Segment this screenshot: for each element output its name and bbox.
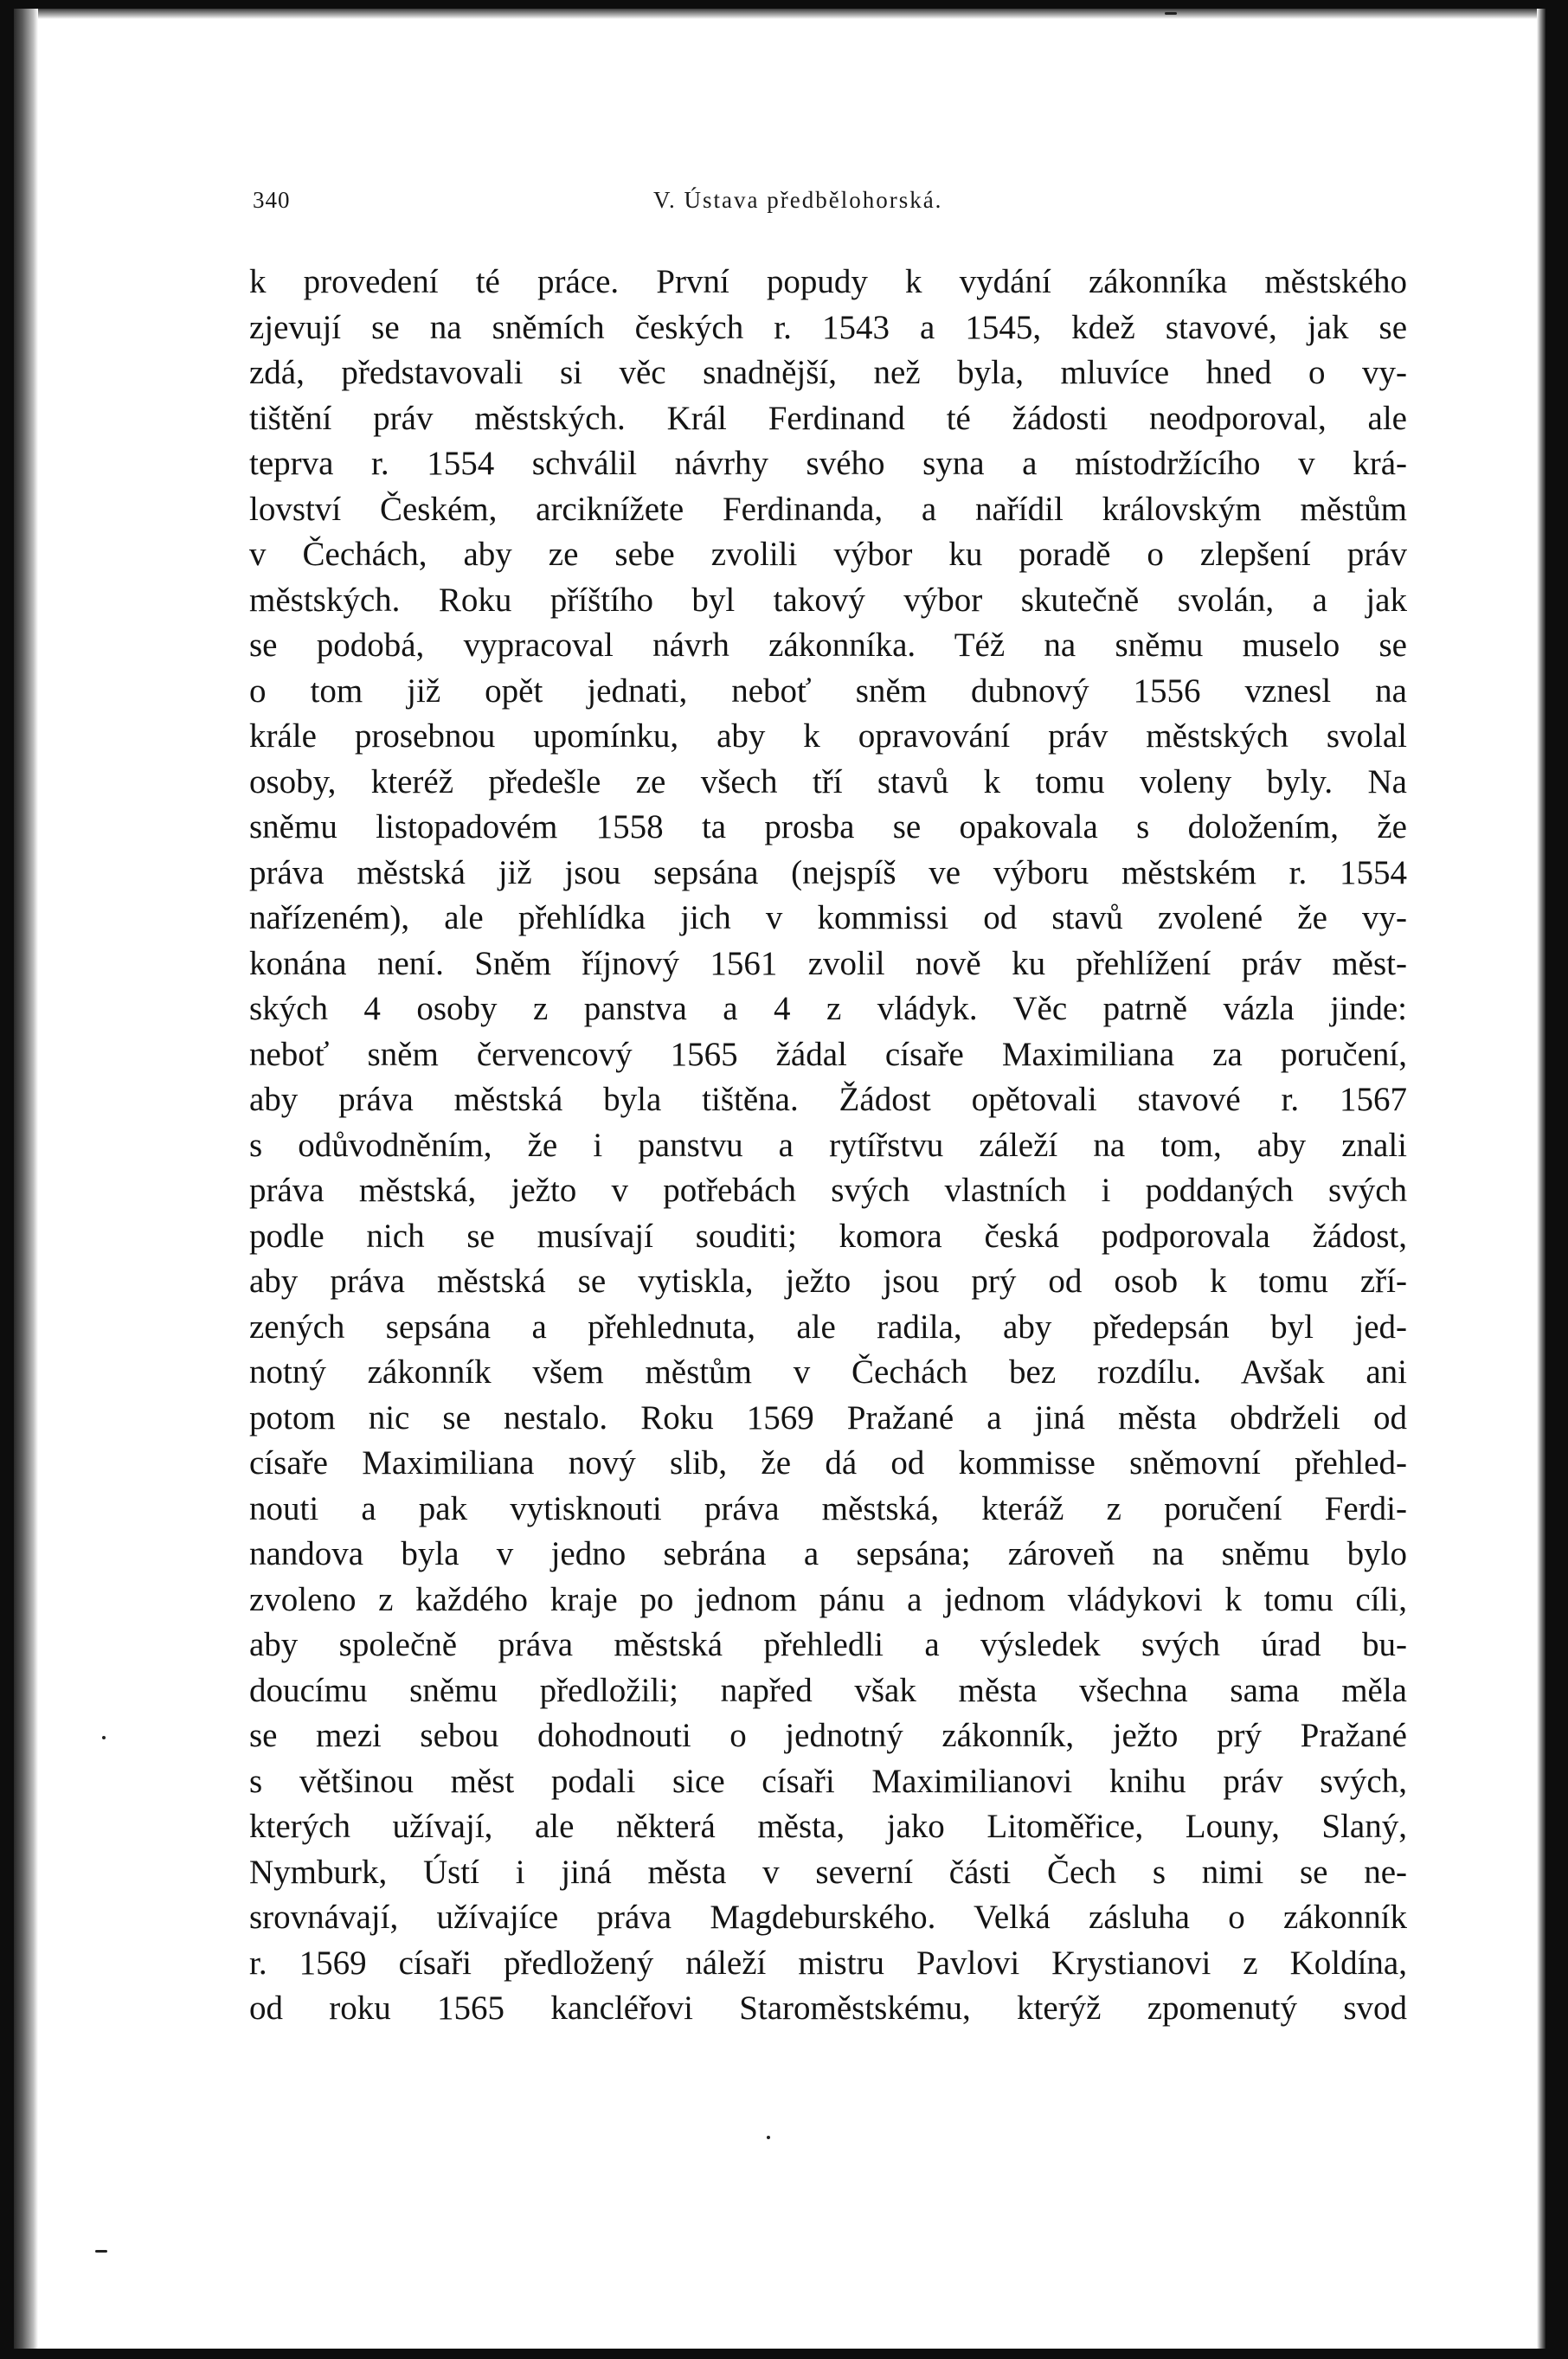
- running-head: V. Ústava předbělohorská.: [653, 187, 943, 213]
- text-line: potom nic se nestalo. Roku 1569 Pražané a jiná města obdrželi od: [249, 1398, 1407, 1437]
- scan-shadow-right: [1537, 9, 1546, 2349]
- text-line: aby společně práva městská přehledli a výsledek svých úrad bu-: [249, 1626, 1407, 1663]
- text-line: nouti a pak vytisknouti práva městská, kteráž z poručení Ferdi-: [249, 1489, 1407, 1527]
- text-line: zených sepsána a přehlednuta, ale radila, aby předepsán byl jed-: [249, 1308, 1407, 1346]
- text-line: práva městská, ježto v potřebách svých vlastních i poddaných svých: [249, 1172, 1407, 1209]
- text-line: r. 1569 císaři předložený náleží mistru Pavlovi Krystianovi z Koldína,: [249, 1944, 1407, 1982]
- scan-speck: [95, 2250, 107, 2253]
- text-line: ských 4 osoby z panstva a 4 z vládyk. Věc patrně vázla jinde:: [249, 990, 1407, 1027]
- scan-speck: [1165, 12, 1177, 15]
- text-line: nařízeném), ale přehlídka jich v kommissi od stavů zvolené že vy-: [249, 899, 1407, 936]
- text-line: neboť sněm červencový 1565 žádal císaře Maximiliana za poručení,: [249, 1035, 1407, 1073]
- text-line: kterých užívají, ale některá města, jako Litoměřice, Louny, Slaný,: [249, 1808, 1407, 1845]
- text-line: Nymburk, Ústí i jiná města v severní části Čech s nimi se ne-: [249, 1853, 1407, 1891]
- text-line: od roku 1565 kancléřovi Staroměstskému, kterýž zpomenutý svod: [249, 1989, 1407, 2027]
- text-line: o tom již opět jednati, neboť sněm dubnový 1556 vznesl na: [249, 672, 1407, 710]
- text-line: zdá, představovali si věc snadnější, než byla, mluvíce hned o vy-: [249, 354, 1407, 391]
- text-line: krále prosebnou upomínku, aby k opravování práv městských svolal: [249, 717, 1407, 755]
- text-line: s většinou měst podali sice císaři Maximilianovi knihu práv svých,: [249, 1762, 1407, 1800]
- page-number: 340: [253, 187, 291, 213]
- scan-shadow-top: [14, 9, 1546, 19]
- scan-shadow-left: [14, 9, 38, 2349]
- text-line: nandova byla v jedno sebrána a sepsána; zároveň na sněmu bylo: [249, 1535, 1407, 1572]
- text-line: v Čechách, aby ze sebe zvolili výbor ku poradě o zlepšení práv: [249, 536, 1407, 573]
- text-line: městských. Roku příštího byl takový výbor skutečně svolán, a jak: [249, 581, 1407, 619]
- page-header: [253, 187, 1404, 222]
- text-line: sněmu listopadovém 1558 ta prosba se opakovala s doložením, že: [249, 808, 1407, 845]
- text-line: aby práva městská se vytiskla, ježto jsou prý od osob k tomu zří-: [249, 1263, 1407, 1300]
- text-line: notný zákonník všem městům v Čechách bez rozdílu. Avšak ani: [249, 1353, 1407, 1391]
- scanned-page: [14, 9, 1546, 2349]
- text-line: lovství Českém, arciknížete Ferdinanda, a nařídil královským městům: [249, 490, 1407, 528]
- text-line: zvoleno z každého kraje po jednom pánu a jednom vládykovi k tomu cíli,: [249, 1580, 1407, 1618]
- text-line: práva městská již jsou sepsána (nejspíš ve výboru městském r. 1554: [249, 853, 1407, 891]
- text-line: konána není. Sněm říjnový 1561 zvolil nově ku přehlížení práv měst-: [249, 944, 1407, 982]
- text-line: císaře Maximiliana nový slib, že dá od kommisse sněmovní přehled-: [249, 1444, 1407, 1482]
- text-line: zjevují se na sněmích českých r. 1543 a 1545, kdež stavové, jak se: [249, 308, 1407, 346]
- text-line: tištění práv městských. Král Ferdinand té žádosti neodporoval, ale: [249, 399, 1407, 437]
- body-text: [249, 260, 1407, 2032]
- text-line: s odůvodněním, že i panstvu a rytířstvu záleží na tom, aby znali: [249, 1126, 1407, 1164]
- text-line: srovnávají, užívajíce práva Magdeburského. Velká zásluha o zákonník: [249, 1899, 1407, 1936]
- text-line: se mezi sebou dohodnouti o jednotný zákonník, ježto prý Pražané: [249, 1717, 1407, 1754]
- text-line: podle nich se musívají souditi; komora česká podporovala žádost,: [249, 1217, 1407, 1255]
- scan-speck: [767, 2136, 770, 2139]
- text-line: se podobá, vypracoval návrh zákonníka. Též na sněmu muselo se: [249, 627, 1407, 664]
- text-line: osoby, kteréž předešle ze všech tří stavů k tomu voleny byly. Na: [249, 762, 1407, 800]
- text-line: aby práva městská byla tištěna. Žádost opětovali stavové r. 1567: [249, 1081, 1407, 1118]
- text-line: doucímu sněmu předložili; napřed však města všechna sama měla: [249, 1671, 1407, 1709]
- text-line: k provedení té práce. První popudy k vydání zákonníka městského: [249, 263, 1407, 300]
- scan-speck: [102, 1736, 106, 1739]
- text-line: teprva r. 1554 schválil návrhy svého syna a místodržícího v krá-: [249, 445, 1407, 482]
